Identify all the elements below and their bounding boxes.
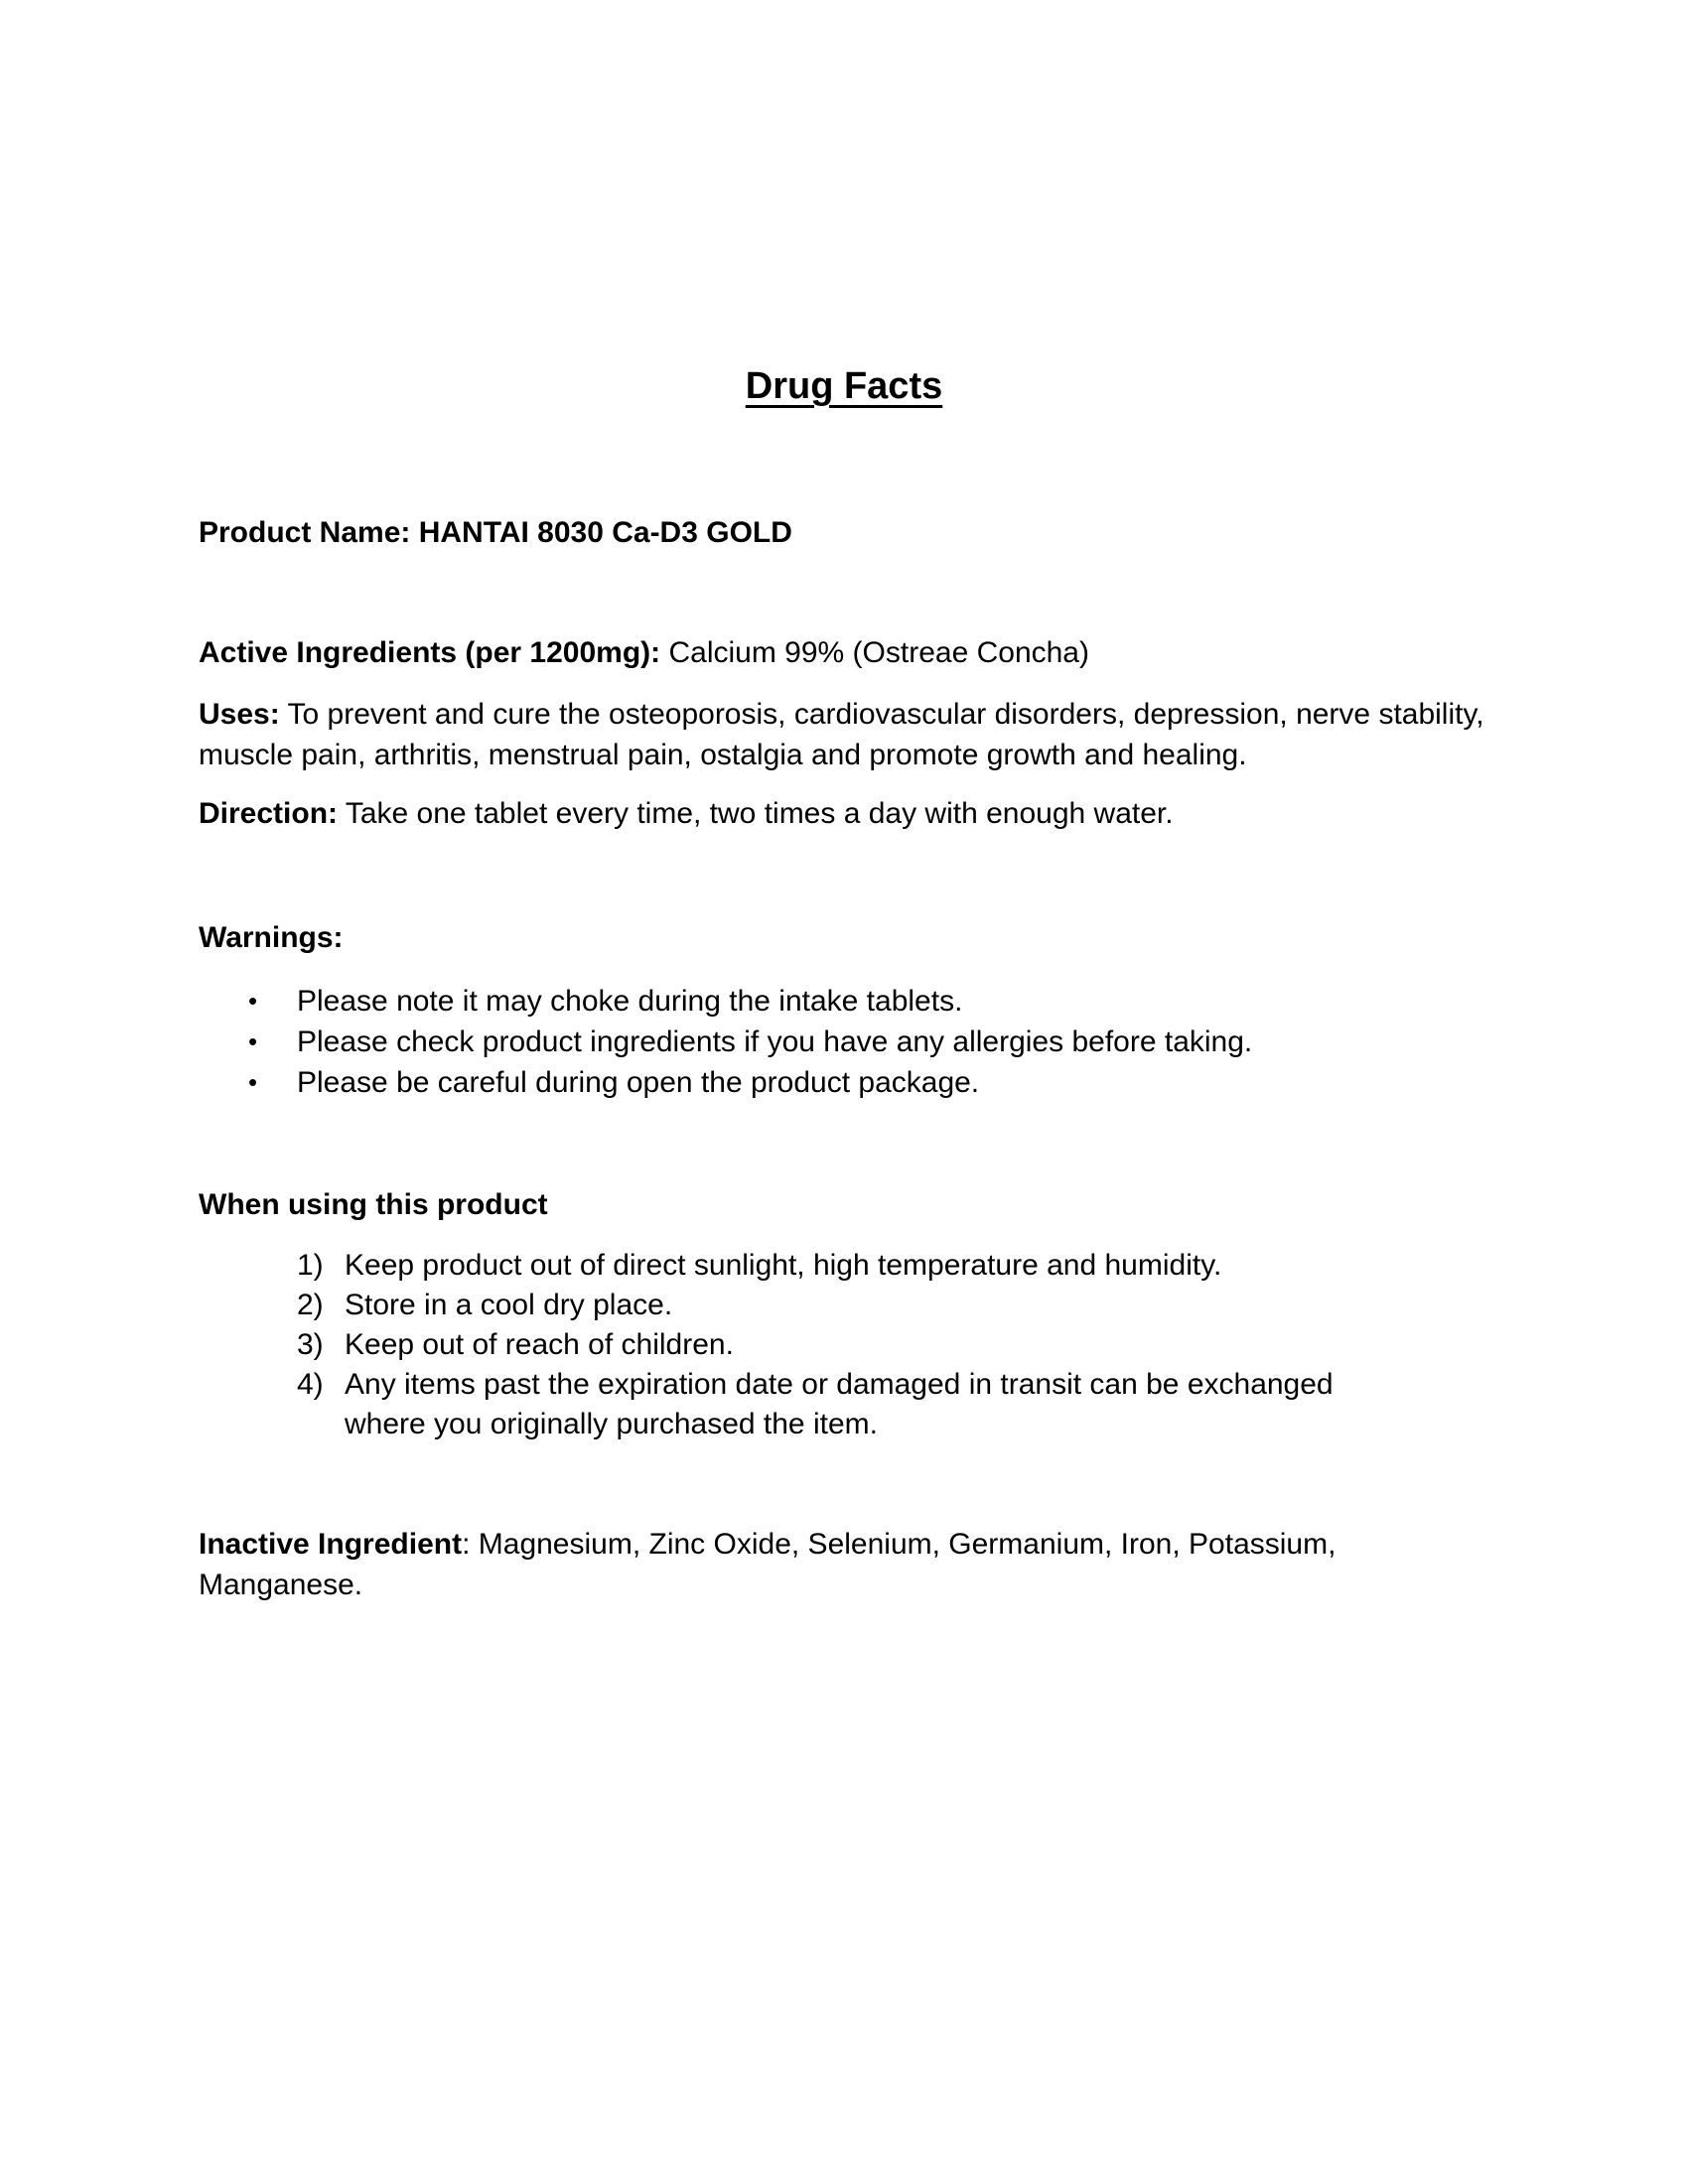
product-name-value: HANTAI 8030 Ca-D3 GOLD: [418, 516, 792, 549]
warnings-heading: Warnings:: [199, 921, 344, 954]
bullet-icon: •: [248, 1026, 258, 1056]
direction-line: [199, 793, 1489, 834]
when-using-item: [297, 1365, 1489, 1444]
warning-item-text: Please be careful during open the product package.: [297, 1066, 980, 1099]
when-using-item-text: Store in a cool dry place.: [345, 1289, 673, 1321]
direction-text: Take one tablet every time, two times a day with enough water.: [345, 797, 1174, 830]
page-title: Drug Facts: [745, 365, 943, 407]
warning-item-text: Please note it may choke during the intake tablets.: [297, 985, 963, 1018]
when-using-item-text: Keep product out of direct sunlight, high temperature and humidity.: [345, 1249, 1222, 1282]
active-ingredients-label: Active Ingredients (per 1200mg):: [199, 636, 661, 669]
inactive-ingredient-label: Inactive Ingredient: [199, 1528, 463, 1561]
uses-text: To prevent and cure the osteoporosis, cardiovascular disorders, depression, nerve stability, muscle pain, arthritis, menstrual pain, ostalgia and promote growth and healing.: [199, 698, 1484, 771]
warning-item: [248, 1062, 1489, 1103]
when-using-heading: When using this product: [199, 1188, 548, 1221]
warning-item-text: Please check product ingredients if you have any allergies before taking.: [297, 1025, 1253, 1058]
product-name-label: Product Name:: [199, 516, 411, 549]
uses-label: Uses:: [199, 698, 280, 731]
uses-paragraph: [199, 694, 1489, 775]
warnings-list: [248, 981, 1489, 1103]
active-ingredients-line: [199, 632, 1489, 673]
list-number: 3): [297, 1328, 324, 1361]
list-number: 4): [297, 1368, 324, 1401]
when-using-list: [297, 1246, 1489, 1444]
bullet-icon: •: [248, 986, 258, 1016]
inactive-ingredient-value: Magnesium, Zinc Oxide, Selenium, Germanium, Iron, Potassium, Manganese.: [199, 1528, 1336, 1601]
inactive-ingredient-line: [199, 1524, 1489, 1605]
bullet-icon: •: [248, 1067, 258, 1097]
active-ingredients-value: Calcium 99% (Ostreae Concha): [668, 636, 1089, 669]
warning-item: [248, 1022, 1489, 1062]
inactive-ingredient-separator: :: [462, 1528, 471, 1561]
list-number: 1): [297, 1249, 324, 1282]
when-using-item-text: Any items past the expiration date or damaged in transit can be exchanged where you originally purchased the item.: [345, 1368, 1334, 1440]
warning-item: [248, 981, 1489, 1022]
when-using-item: [297, 1325, 1489, 1365]
when-using-item: [297, 1246, 1489, 1286]
product-name-line: [199, 512, 1489, 553]
list-number: 2): [297, 1289, 324, 1321]
when-using-item: [297, 1286, 1489, 1325]
direction-label: Direction:: [199, 797, 339, 830]
when-using-item-text: Keep out of reach of children.: [345, 1328, 734, 1361]
